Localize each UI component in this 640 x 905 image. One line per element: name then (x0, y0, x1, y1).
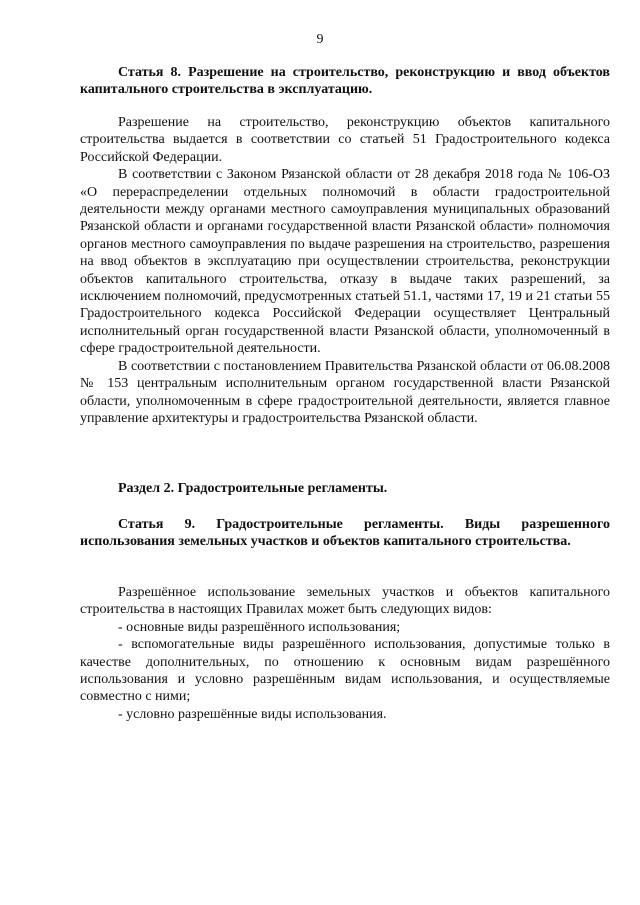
article-9-heading: Статья 9. Градостроительные регламенты. Виды разрешенного использования земельных участков и объектов капитального строительства. (80, 517, 610, 550)
article-8-heading: Статья 8. Разрешение на строительство, реконструкцию и ввод объектов капитального строительства в эксплуатацию. (80, 65, 610, 98)
article-8-paragraph-1: Разрешение на строительство, реконструкцию объектов капитального строительства выдается в соответствии со статьей 51 Градостроительного кодекса Российской Федерации. (80, 115, 610, 165)
article-9-body (80, 584, 610, 723)
section-2-heading: Раздел 2. Градостроительные регламенты. (118, 481, 388, 496)
article-8-paragraph-2: В соответствии с Законом Рязанской области от 28 декабря 2018 года № 106-ОЗ «О перераспределении отдельных полномочий в области градостроительной деятельности между органами местного самоуправления муниципальных образований Рязанской области и органами государственной власти Рязанской области» полномочия органов местного самоуправления по выдаче разрешения на строительство, разрешения на ввод объектов в эксплуатацию при осуществлении строительства, реконструкции объектов капитального строительства, отказу в выдаче таких разрешений, за исключением полномочий, предусмотренных статьей 51.1, частями 17, 19 и 21 статьи 55 Градостроительного кодекса Российской Федерации осуществляет Центральный исполнительный орган государственной власти Рязанской области, уполномоченный в сфере градостроительной деятельности. (80, 167, 610, 357)
page-number: 9 (316, 32, 324, 47)
article-9-intro: Разрешённое использование земельных участков и объектов капитального строительства в настоящих Правилах может быть следующих видов: (80, 585, 610, 618)
article-8-paragraph-3: В соответствии с постановлением Правительства Рязанской области от 06.08.2008 № 153 центральным исполнительным органом государственной власти Рязанской области, уполномоченным в сфере градостроительной деятельности, является главное управление архитектуры и градостроительства Рязанской области. (80, 358, 610, 426)
usage-type-item-1: - основные виды разрешённого использования; (118, 619, 401, 635)
article-8-body (80, 114, 610, 427)
usage-type-item-3: - условно разрешённые виды использования. (118, 706, 387, 722)
usage-type-item-2: - вспомогательные виды разрешённого использования, допустимые только в качестве дополнительных, по отношению к основным видам разрешённого использования и условно разрешённым видам использования, и осуществляемые совместно с ними; (80, 637, 610, 705)
